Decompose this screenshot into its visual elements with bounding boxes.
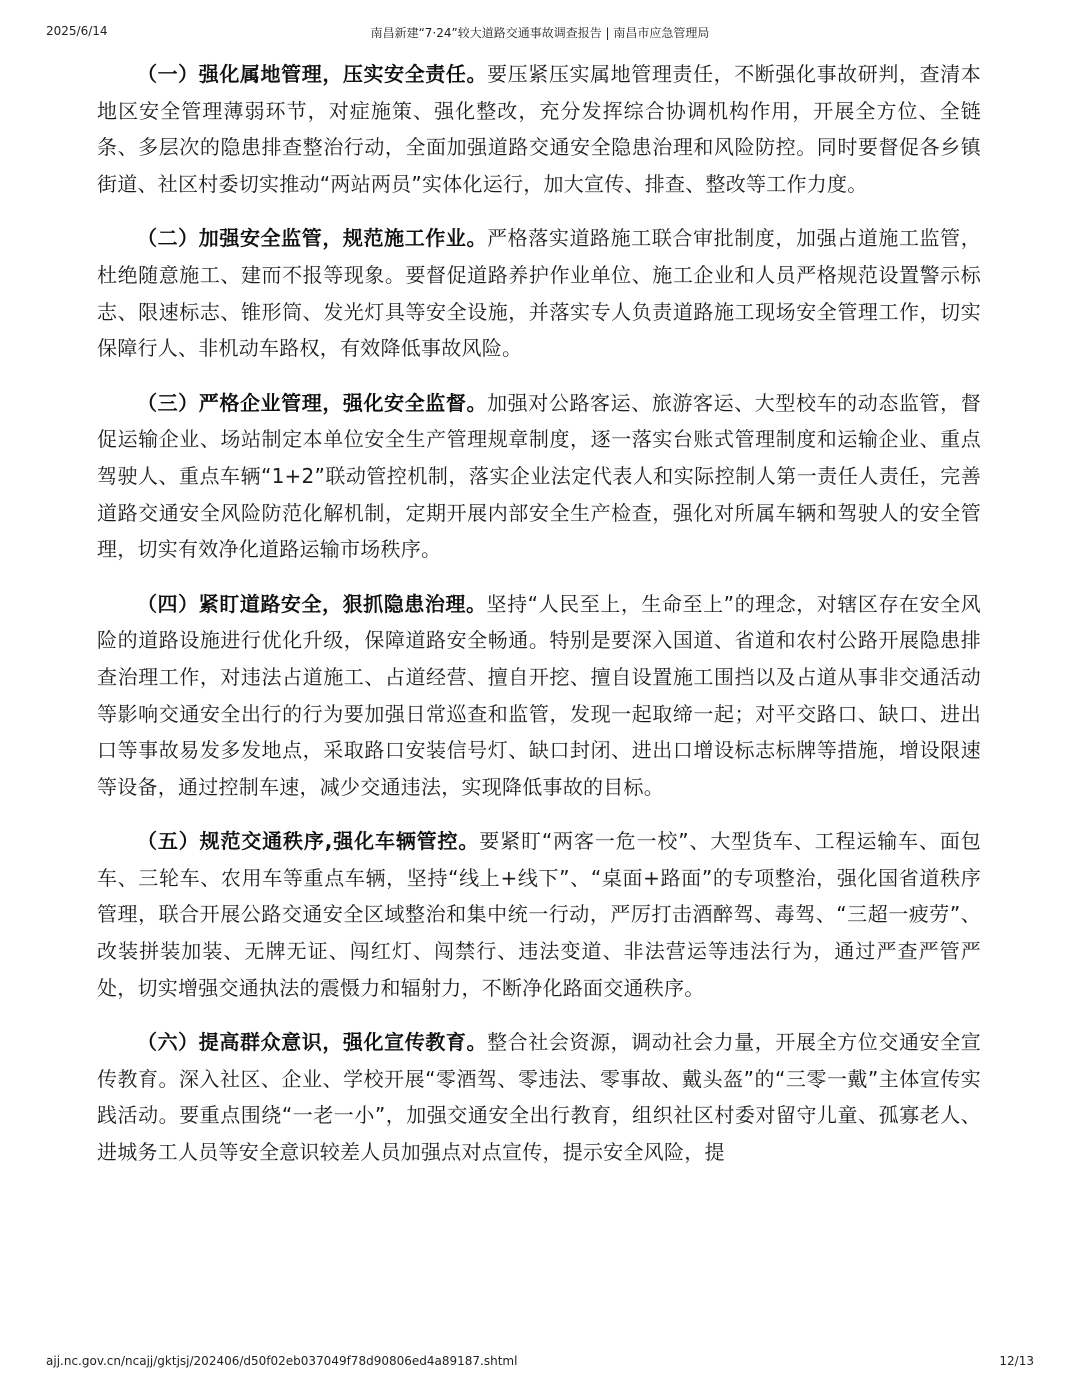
paragraph-text: 严格落实道路施工联合审批制度，加强占道施工监管，杜绝随意施工、建而不报等现象。要督促道路养护作业单位、施工企业和人员严格规范设置警示标志、限速标志、锥形筒、发光灯具等安全设施，并落实专人负责道路施工现场安全管理工作，切实保障行人、非机动车路权，有效降低事故风险。 (97, 226, 981, 361)
paragraph-6 (97, 1024, 981, 1170)
paragraph-heading: （二）加强安全监管，规范施工作业。 (137, 226, 488, 251)
paragraph-5 (97, 823, 981, 1006)
paragraph-3 (97, 385, 981, 568)
print-page-title: 南昌新建“7·24”较大道路交通事故调查报告 | 南昌市应急管理局 (370, 26, 710, 40)
paragraph-text: 要压紧压实属地管理责任，不断强化事故研判，查清本地区安全管理薄弱环节，对症施策、强化整改，充分发挥综合协调机构作用，开展全方位、全链条、多层次的隐患排查整治行动，全面加强道路交通安全隐患治理和风险防控。同时要督促各乡镇街道、社区村委切实推动“两站两员”实体化运行，加大宣传、排查、整改等工作力度。 (97, 62, 981, 196)
paragraph-heading: （六）提高群众意识，强化宣传教育。 (137, 1030, 488, 1055)
document-body (97, 56, 981, 1189)
paragraph-heading: （三）严格企业管理，强化安全监督。 (137, 390, 488, 415)
paragraph-1 (97, 56, 981, 202)
paragraph-text: 整合社会资源，调动社会力量，开展全方位交通安全宣传教育。深入社区、企业、学校开展“零酒驾、零违法、零事故、戴头盔”的“三零一戴”主体宣传实践活动。要重点围绕“一老一小”，加强交通安全出行教育，组织社区村委对留守儿童、孤寡老人、进城务工人员等安全意识较差人员加强点对点宣传，提示安全风险，提 (97, 1030, 981, 1165)
paragraph-text: 要紧盯“两客一危一校”、大型货车、工程运输车、面包车、三轮车、农用车等重点车辆，坚持“线上+线下”、“桌面+路面”的专项整治，强化国省道秩序管理，联合开展公路交通安全区域整治和集中统一行动，严厉打击酒醉驾、毒驾、“三超一疲劳”、改装拼装加装、无牌无证、闯红灯、闯禁行、违法变道、非法营运等违法行为，通过严查严管严处，切实增强交通执法的震慑力和辐射力，不断净化路面交通秩序。 (97, 829, 981, 1000)
paragraph-4 (97, 586, 981, 806)
paragraph-2 (97, 220, 981, 366)
paragraph-heading: （五）规范交通秩序,强化车辆管控。 (137, 829, 480, 854)
print-url: ajj.nc.gov.cn/ncajj/gktjsj/202406/d50f02eb037049f78d90806ed4a89187.shtml (46, 1354, 518, 1368)
paragraph-text: 加强对公路客运、旅游客运、大型校车的动态监管，督促运输企业、场站制定本单位安全生产管理规章制度，逐一落实台账式管理制度和运输企业、重点驾驶人、重点车辆“1+2”联动管控机制，落实企业法定代表人和实际控制人第一责任人责任，完善道路交通安全风险防范化解机制，定期开展内部安全生产检查，强化对所属车辆和驾驶人的安全管理，切实有效净化道路运输市场秩序。 (97, 390, 981, 562)
print-date: 2025/6/14 (46, 24, 108, 38)
paragraph-text: 坚持“人民至上，生命至上”的理念，对辖区存在安全风险的道路设施进行优化升级，保障道路安全畅通。特别是要深入国道、省道和农村公路开展隐患排查治理工作，对违法占道施工、占道经营、擅自开挖、擅自设置施工围挡以及占道从事非交通活动等影响交通安全出行的行为要加强日常巡查和监管，发现一起取缔一起；对平交路口、缺口、进出口等事故易发多发地点，采取路口安装信号灯、缺口封闭、进出口增设标志标牌等措施，增设限速等设备，通过控制车速，减少交通违法，实现降低事故的目标。 (97, 591, 981, 799)
paragraph-heading: （四）紧盯道路安全，狠抓隐患治理。 (137, 591, 487, 616)
page-number: 12/13 (999, 1354, 1034, 1368)
paragraph-heading: （一）强化属地管理，压实安全责任。 (137, 62, 488, 86)
